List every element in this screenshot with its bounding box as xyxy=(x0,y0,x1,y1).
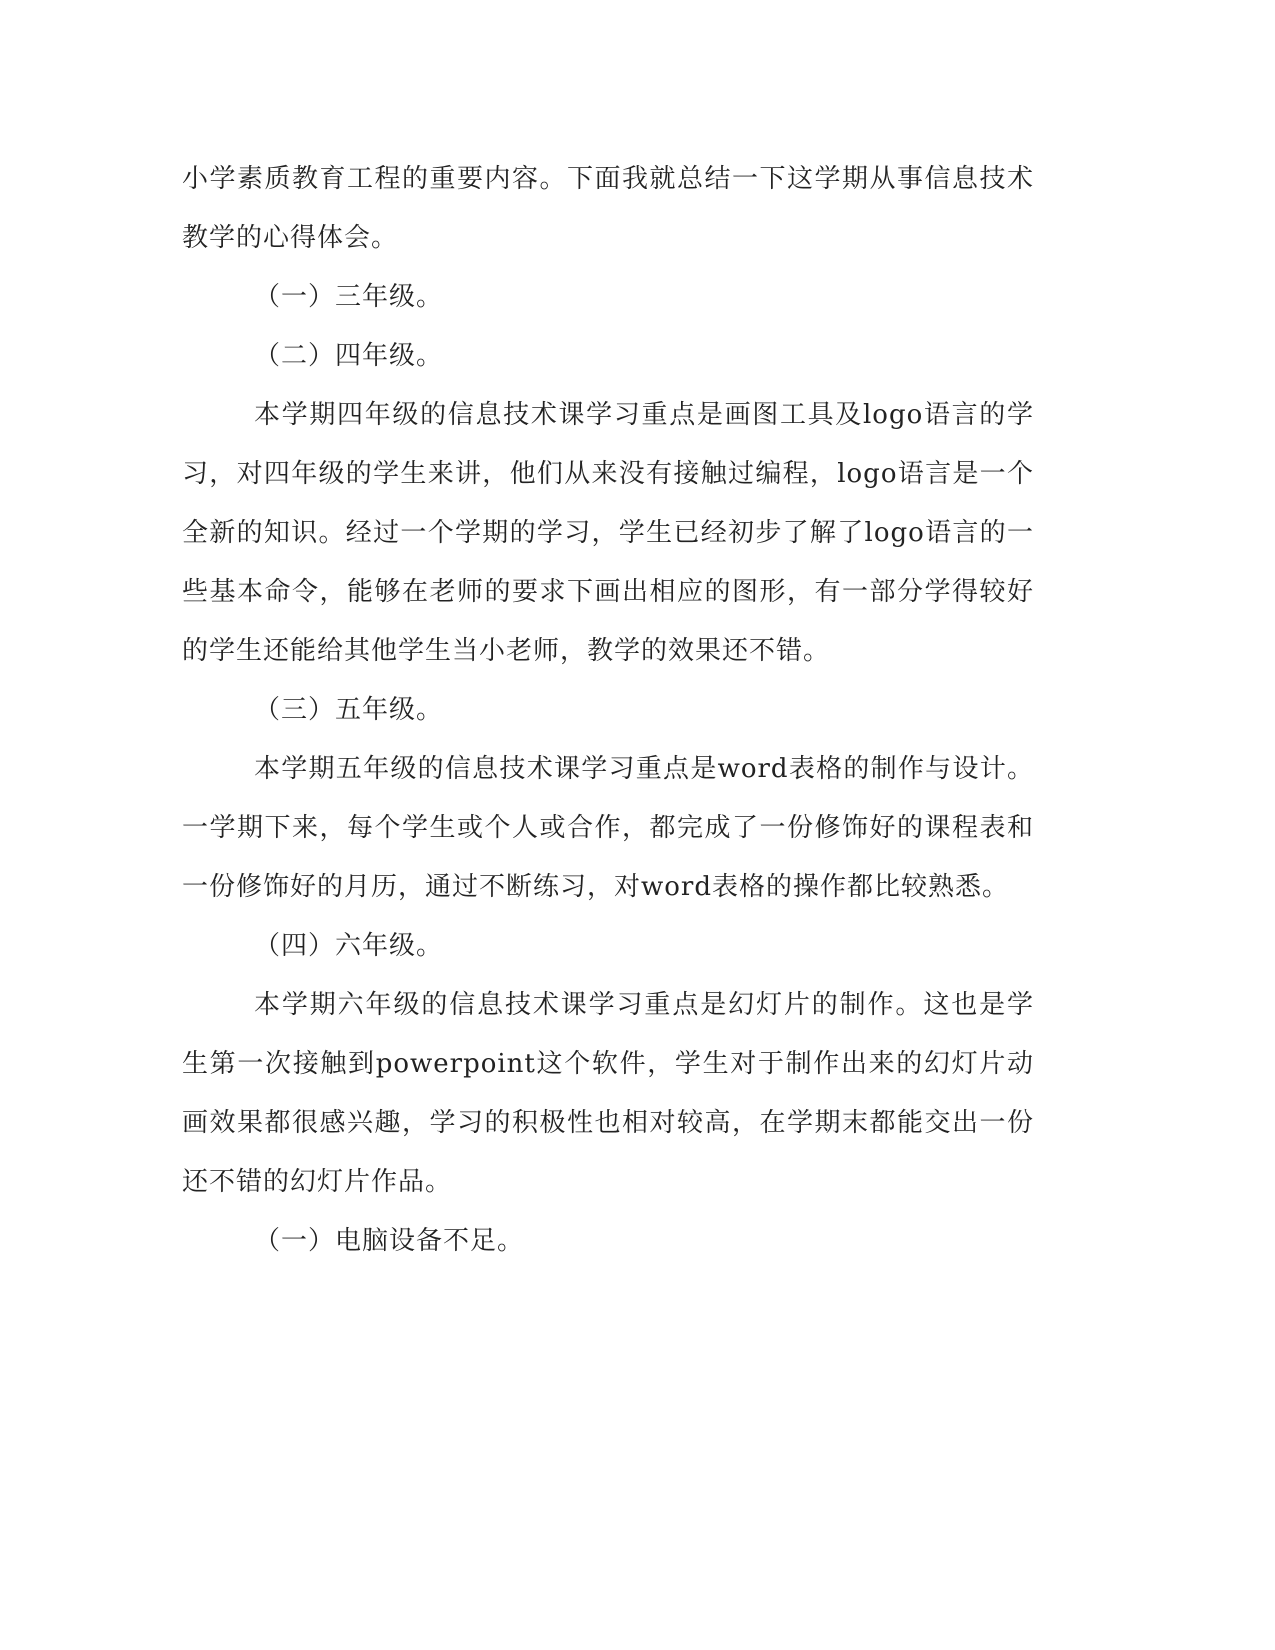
heading-grade-five: （三）五年级。 xyxy=(254,695,444,725)
heading-grade-three: （一）三年级。 xyxy=(254,282,444,312)
heading-insufficient-computers: （一）电脑设备不足。 xyxy=(254,1226,525,1256)
paragraph-intro-continuation: 小学素质教育工程的重要内容。下面我就总结一下这学期从事信息技术教学的心得体会。 xyxy=(182,164,1034,253)
heading-grade-six: （四）六年级。 xyxy=(254,931,444,961)
document-body xyxy=(182,150,1034,1271)
paragraph-grade-four: 本学期四年级的信息技术课学习重点是画图工具及logo语言的学习，对四年级的学生来讲，他们从来没有接触过编程，logo语言是一个全新的知识。经过一个学期的学习，学生已经初步了解了logo语言的一些基本命令，能够在老师的要求下画出相应的图形，有一部分学得较好的学生还能给其他学生当小老师，教学的效果还不错。 xyxy=(182,400,1034,666)
heading-grade-four: （二）四年级。 xyxy=(254,341,444,371)
paragraph-grade-six: 本学期六年级的信息技术课学习重点是幻灯片的制作。这也是学生第一次接触到powerpoint这个软件，学生对于制作出来的幻灯片动画效果都很感兴趣，学习的积极性也相对较高，在学期末都能交出一份还不错的幻灯片作品。 xyxy=(182,990,1034,1197)
paragraph-grade-five: 本学期五年级的信息技术课学习重点是word表格的制作与设计。一学期下来，每个学生或个人或合作，都完成了一份修饰好的课程表和一份修饰好的月历，通过不断练习，对word表格的操作都比较熟悉。 xyxy=(182,754,1034,902)
